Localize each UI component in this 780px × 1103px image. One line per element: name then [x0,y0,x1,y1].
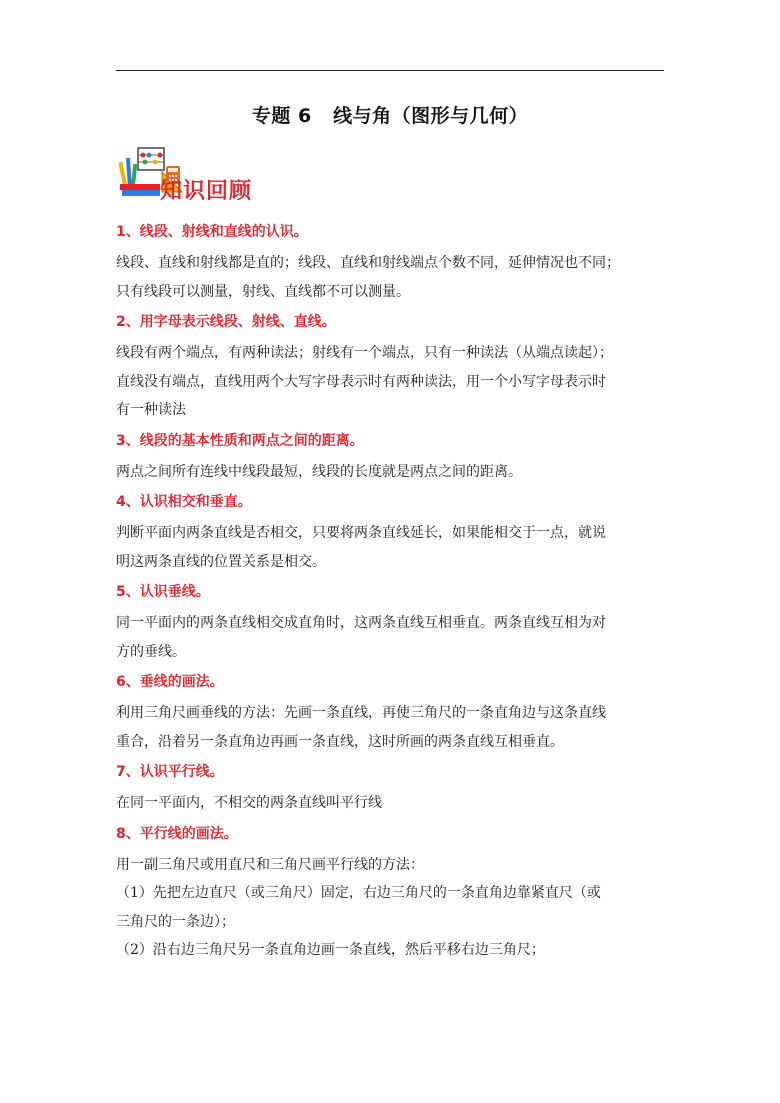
paragraph-line: 三角尺的一条边）； [116,913,235,930]
section-paragraph [116,458,668,487]
section-heading: 4、认识相交和垂直。 [116,494,252,510]
paragraph-line: 用一副三角尺或用直尺和三角尺画平行线的方法： [116,856,424,873]
paragraph-line: 明这两条直线的位置关系是相交。 [116,553,326,570]
section-5 [116,576,668,666]
section-3 [116,425,668,487]
section-heading: 2、用字母表示线段、射线、直线。 [116,314,336,330]
header-rule [116,70,664,71]
section-heading: 8、平行线的画法。 [116,825,238,842]
section-heading: 7、认识平行线。 [116,764,224,780]
section-6 [116,666,668,756]
paragraph-line: 同一平面内的两条直线相交成直角时，这两条直线互相垂直。两条直线互相为对 [116,615,606,631]
paragraph-line: 线段、直线和射线都是直的；线段、直线和射线端点个数不同，延伸情况也不同； [116,255,620,271]
section-paragraph [116,851,668,965]
section-7 [116,756,668,818]
section-banner-title: 知识回顾 [160,178,253,204]
paragraph-line: 线段有两个端点，有两种读法；射线有一个端点，只有一种读法（从端点读起）； [116,345,613,361]
paragraph-line: 重合，沿着另一条直角边再画一条直线，这时所画的两条直线互相垂直。 [116,733,564,750]
paragraph-line: 方的垂线。 [116,643,186,660]
paragraph-line: 两点之间所有连线中线段最短，线段的长度就是两点之间的距离。 [116,463,522,480]
paragraph-line: 利用三角尺画垂线的方法：先画一条直线，再使三角尺的一条直角边与这条直线 [116,705,606,721]
section-heading: 6、垂线的画法。 [116,674,224,690]
section-paragraph [116,789,668,818]
paragraph-line: 有一种读法 [116,402,186,418]
section-paragraph [116,249,668,306]
paragraph-line: 在同一平面内，不相交的两条直线叫平行线 [116,795,382,811]
section-heading: 3、线段的基本性质和两点之间的距离。 [116,432,364,449]
section-paragraph [116,519,668,576]
page-title: 专题 6 线与角（图形与几何） [251,105,529,127]
section-heading: 1、线段、射线和直线的认识。 [116,224,308,240]
section-paragraph [116,339,668,425]
section-2 [116,306,668,425]
paragraph-line: 判断平面内两条直线是否相交，只要将两条直线延长，如果能相交于一点，就说 [116,525,606,541]
section-1 [116,216,668,306]
paragraph-line: （1）先把左边直尺（或三角尺）固定，右边三角尺的一条直角边靠紧直尺（或 [116,885,601,901]
paragraph-line: （2）沿右边三角尺另一条直角边画一条直线，然后平移右边三角尺； [116,942,545,958]
section-heading: 5、认识垂线。 [116,584,210,600]
paragraph-line: 直线没有端点，直线用两个大写字母表示时有两种读法，用一个小写字母表示时 [116,373,606,390]
section-paragraph [116,609,668,666]
section-paragraph [116,699,668,756]
section-4 [116,486,668,576]
section-8 [116,818,668,965]
document-body [116,216,668,965]
paragraph-line: 只有线段可以测量，射线、直线都不可以测量。 [116,283,410,300]
section-banner [116,144,416,208]
